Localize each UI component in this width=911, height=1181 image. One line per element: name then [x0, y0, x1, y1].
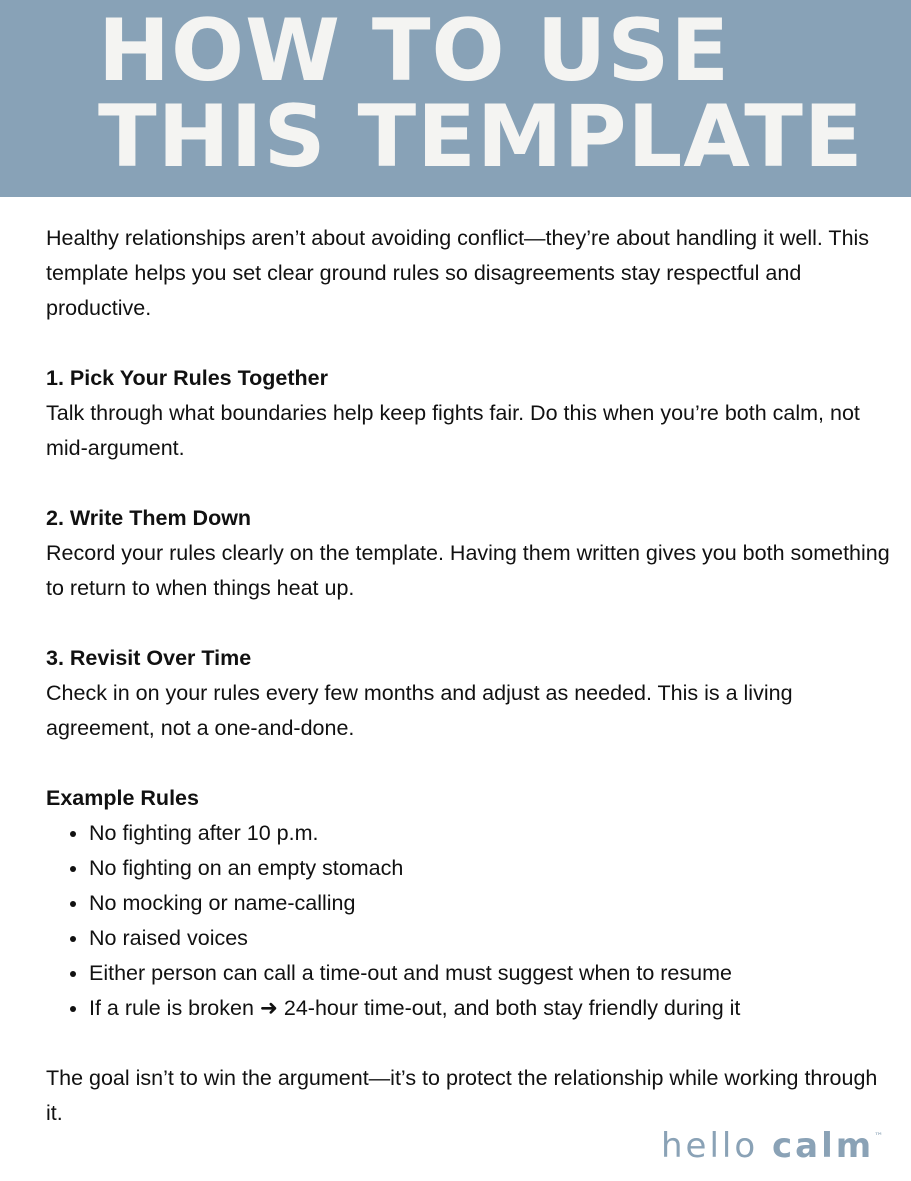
- step-heading: 3. Revisit Over Time: [46, 646, 252, 670]
- header-banner: [0, 0, 911, 197]
- step-body: Talk through what boundaries help keep fights fair. Do this when you’re both calm, not mid-argument.: [46, 401, 860, 460]
- page-title: [98, 1, 864, 187]
- logo-word-calm: calm: [771, 1126, 875, 1166]
- title-line-2: THIS TEMPLATE: [98, 87, 864, 187]
- examples-heading: Example Rules: [46, 786, 199, 810]
- step-1: [46, 361, 896, 466]
- list-item: • No fighting on an empty stomach: [89, 851, 896, 886]
- hello-calm-logo: [661, 1126, 883, 1166]
- closing-paragraph: The goal isn’t to win the argument—it’s to protect the relationship while working through it.: [46, 1066, 878, 1125]
- step-heading: 1. Pick Your Rules Together: [46, 366, 328, 390]
- step-heading: 2. Write Them Down: [46, 506, 252, 530]
- step-body: Check in on your rules every few months and adjust as needed. This is a living agreement, not a one-and-done.: [46, 681, 793, 740]
- step-2: [46, 501, 896, 606]
- list-item: • No raised voices: [89, 921, 896, 956]
- list-item: • No mocking or name-calling: [89, 886, 896, 921]
- list-item: • If a rule is broken ➜ 24-hour time-out, and both stay friendly during it: [89, 991, 896, 1026]
- step-body: Record your rules clearly on the template. Having them written gives you both something to return to when things heat up.: [46, 541, 890, 600]
- intro-paragraph: Healthy relationships aren’t about avoiding conflict—they’re about handling it well. This template helps you set clear ground rules so disagreements stay respectful and productive.: [46, 226, 870, 320]
- content: [46, 221, 896, 1131]
- title-line-1: HOW TO USE: [98, 1, 731, 101]
- logo-word-hello: hello: [661, 1126, 759, 1166]
- rules-list: [46, 816, 896, 1026]
- step-3: [46, 641, 896, 746]
- list-item: • No fighting after 10 p.m.: [89, 816, 896, 851]
- list-item: • Either person can call a time-out and must suggest when to resume: [89, 956, 896, 991]
- example-rules: [46, 781, 896, 1026]
- trademark: ™: [874, 1132, 884, 1142]
